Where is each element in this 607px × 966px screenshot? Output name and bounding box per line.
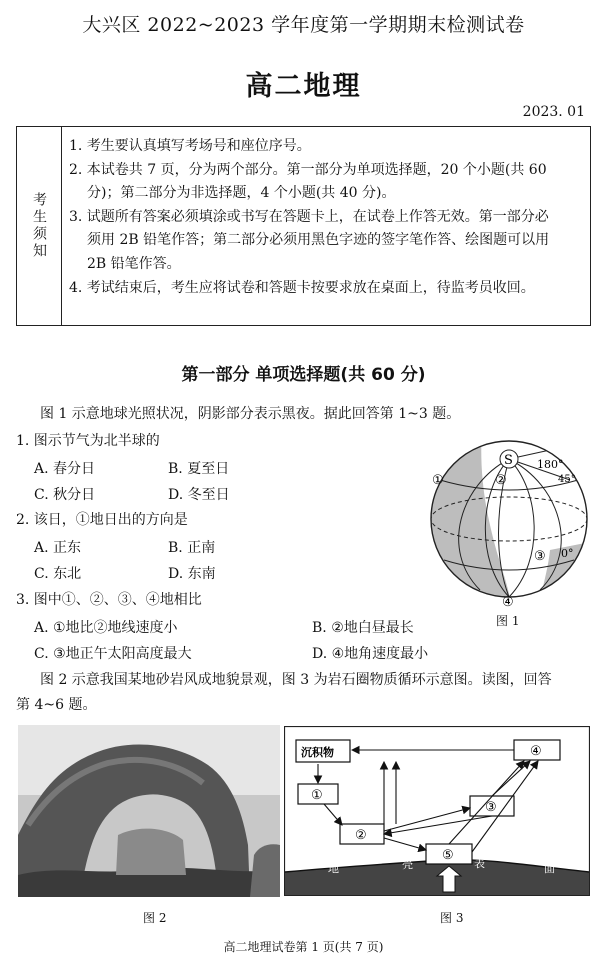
figure-3-caption: 图 3 (440, 911, 464, 925)
notice-list (69, 135, 584, 300)
point-1-label: ① (432, 473, 444, 488)
candidate-notice-box (16, 126, 591, 326)
notice-item: 2. 本试卷共 7 页，分为两个部分。第一部分为单项选择题，20 个小题(共 60 (69, 161, 547, 178)
question-2-option-c[interactable]: C. 东北 (34, 566, 82, 582)
label-4: ④ (530, 744, 542, 759)
notice-item: 3. 试题所有答案必须填涂或书写在答题卡上，在试卷上作答无效。第一部分必 (69, 208, 549, 225)
page-footer: 高二地理试卷第 1 页(共 7 页) (223, 940, 384, 954)
point-3-label: ③ (534, 549, 546, 564)
question-2-option-b[interactable]: B. 正南 (168, 540, 216, 556)
question-3-option-c[interactable]: C. ③地正午太阳高度最大 (34, 646, 192, 662)
figure-2-sandstone-arch-photo (18, 725, 280, 897)
figure-2-caption: 图 2 (143, 911, 167, 925)
ground-label-2: 壳 (402, 858, 413, 871)
section-intro-2: 图 2 示意我国某地砂岩风成地貌景观，图 3 为岩石圈物质循环示意图。读图，回答 (40, 672, 552, 688)
point-4-label: ④ (502, 595, 514, 610)
question-2-option-d[interactable]: D. 东南 (168, 566, 216, 582)
question-1-stem: 1. 图示节气为北半球的 (16, 433, 160, 449)
ground-label-4: 面 (544, 862, 555, 875)
question-3-stem: 3. 图中①、②、③、④地相比 (16, 592, 202, 608)
subject-title: 高二地理 (245, 71, 362, 102)
question-3-option-b[interactable]: B. ②地白昼最长 (312, 620, 414, 636)
label-3: ③ (485, 800, 497, 815)
figure-3-rock-cycle-diagram (284, 726, 590, 896)
question-1-option-d[interactable]: D. 冬至日 (168, 487, 230, 503)
notice-item: 1. 考生要认真填写考场号和座位序号。 (69, 138, 311, 154)
figure-1-caption: 图 1 (496, 614, 520, 628)
latitude-45-label: 45° (558, 474, 576, 485)
question-2-option-a[interactable]: A. 正东 (34, 540, 82, 556)
point-2-label: ② (495, 473, 507, 488)
section-intro-2-cont: 第 4~6 题。 (16, 697, 97, 713)
ground-label-3: 表 (474, 857, 485, 870)
longitude-180-label: 180° (537, 458, 564, 471)
pole-label: S (504, 453, 513, 468)
question-1-option-c[interactable]: C. 秋分日 (34, 487, 96, 503)
question-2-stem: 2. 该日，①地日出的方向是 (16, 512, 188, 528)
notice-label: 考生须知 (17, 127, 62, 325)
notice-item: 2B 铅笔作答。 (87, 255, 181, 272)
longitude-0-label: 0° (561, 547, 574, 560)
label-2: ② (355, 828, 367, 843)
notice-item: 须用 2B 铅笔作答；第二部分必须用黑色字迹的签字笔作答、绘图题可以用 (87, 232, 550, 249)
question-1-option-a[interactable]: A. 春分日 (34, 461, 96, 477)
section-title: 第一部分 单项选择题(共 60 分) (181, 365, 426, 385)
section-intro: 图 1 示意地球光照状况，阴影部分表示黑夜。据此回答第 1~3 题。 (40, 406, 461, 422)
exam-date: 2023. 01 (522, 104, 585, 120)
label-sediment: 沉积物 (301, 746, 334, 759)
question-3-option-a[interactable]: A. ①地比②地线速度小 (34, 620, 178, 636)
notice-item: 4. 考试结束后，考生应将试卷和答题卡按要求放在桌面上，待监考员收回。 (69, 279, 535, 296)
ground-label-1: 地 (328, 862, 339, 875)
question-1-option-b[interactable]: B. 夏至日 (168, 461, 230, 477)
exam-title: 大兴区 2022~2023 学年度第一学期期末检测试卷 (82, 14, 525, 36)
label-1: ① (311, 788, 323, 803)
figure-1-globe (420, 430, 600, 610)
label-5: ⑤ (442, 848, 454, 863)
question-3-option-d[interactable]: D. ④地角速度最小 (312, 646, 429, 662)
notice-item: 分)；第二部分为非选择题，4 个小题(共 40 分)。 (87, 185, 396, 202)
